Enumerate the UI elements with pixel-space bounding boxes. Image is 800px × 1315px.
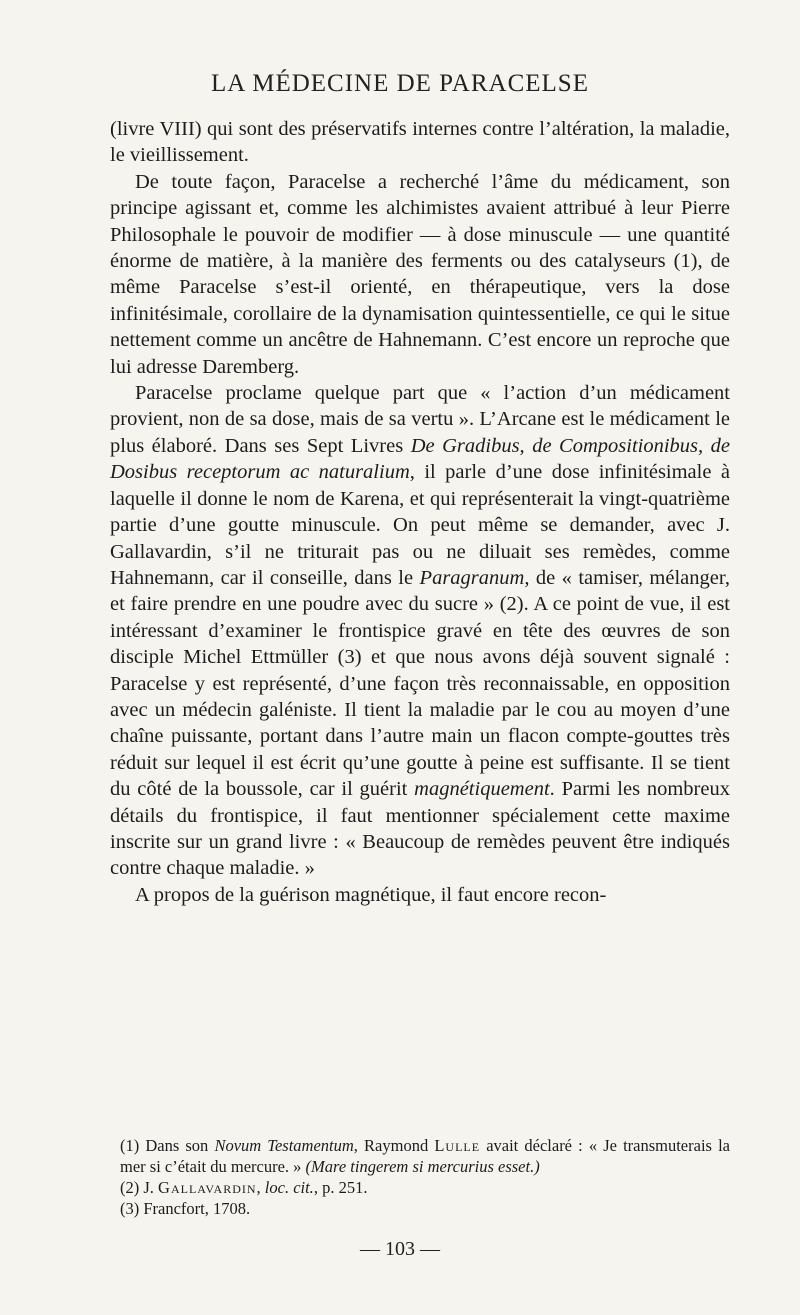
italic-text: loc. cit. — [264, 1178, 314, 1197]
paragraph — [110, 380, 730, 882]
text-run: , p. 251. — [313, 1178, 368, 1197]
text-run: (livre VIII) qui sont des préservatifs internes contre l’altération, la maladie, le vieillissement. — [110, 118, 730, 167]
paragraph — [110, 882, 730, 908]
page-number: — 103 — — [360, 1238, 440, 1260]
italic-text: magnétiquement — [414, 778, 550, 801]
text-run: , Raymond — [353, 1136, 435, 1155]
footnote — [110, 1135, 730, 1177]
text-run: (3) Francfort, 1708. — [120, 1199, 251, 1218]
paragraph — [110, 169, 730, 380]
main-text — [110, 116, 730, 908]
text-run: . Parmi les nombreux détails du frontispice, il faut mentionner spécialement cette maxime inscrite sur un grand livre : « Beaucoup de remèdes peuvent être indiqués contre chaque maladie. » — [110, 778, 730, 880]
footnote — [110, 1177, 730, 1198]
small-caps-name: Gallavardin — [158, 1178, 257, 1197]
italic-text: Novum Testamentum — [214, 1136, 354, 1155]
text-run: , — [256, 1178, 265, 1197]
text-run: De toute façon, Paracelse a recherché l’âme du médicament, son principe agissant et, comme les alchimistes avaient attribué à leur Pierre Philosophale le pouvoir de modifier — à dose minuscule — une quantité énorme de matière, à la manière des ferments ou des catalyseurs (1), de même Paracelse s’est-il orienté, en thérapeutique, vers la dose infinitésimale, corollaire de la dynamisation quintessentielle, ce qui le situe nettement comme un ancêtre de Hahnemann. C’est encore un reproche que lui adresse Daremberg. — [110, 170, 730, 378]
footnote — [110, 1198, 730, 1219]
text-run: A propos de la guérison magnétique, il faut encore recon- — [135, 883, 607, 906]
text-run: Paracelse proclame quelque part que « l’action d’un médicament provient, non de sa dose, mais de sa vertu ». L’Arcane est le médicament le plus élaboré. Dans ses Sept Livres — [110, 382, 730, 457]
italic-text: (Mare tingerem si mercurius esset.) — [305, 1157, 540, 1176]
text-run: (1) Dans son — [120, 1136, 215, 1155]
paragraph — [110, 116, 730, 169]
text-run: avait déclaré : « Je transmuterais la mer si c’était du mercure. » — [120, 1136, 730, 1176]
running-head: LA MÉDECINE DE PARACELSE — [211, 70, 589, 97]
small-caps-name: Lulle — [434, 1136, 481, 1155]
italic-text: De Gradibus, de Compositionibus, de Dosibus receptorum ac naturalium — [110, 434, 730, 484]
text-run: , il parle d’une dose infinitésimale à laquelle il donne le nom de Karena, et qui représenterait la vingt-quatrième partie d’une goutte minuscule. On peut même se demander, avec J. Gallavardin, s’il ne triturait pas ou ne diluait ses remèdes, comme Hahnemann, car il conseille, dans le — [110, 461, 730, 589]
text-run: (2) J. — [120, 1178, 159, 1197]
footnotes — [110, 1135, 730, 1219]
italic-text: Paragranum — [419, 566, 525, 589]
text-run: , de « tamiser, mélanger, et faire prendre en une poudre avec du sucre » (2). A ce point de vue, il est intéressant d’examiner le frontispice gravé en tête des œuvres de son disciple Michel Ettmüller (3) et que nous avons déjà souvent signalé : Paracelse y est représenté, d’une façon très reconnaissable, en opposition avec un médecin galéniste. Il tient la maladie par le cou au moyen d’une chaîne puissante, portant dans l’autre main un flacon compte-gouttes très réduit sur lequel il est écrit qu’une goutte à peine est suffisante. Il se tient du côté de la boussole, car il guérit — [110, 566, 731, 801]
